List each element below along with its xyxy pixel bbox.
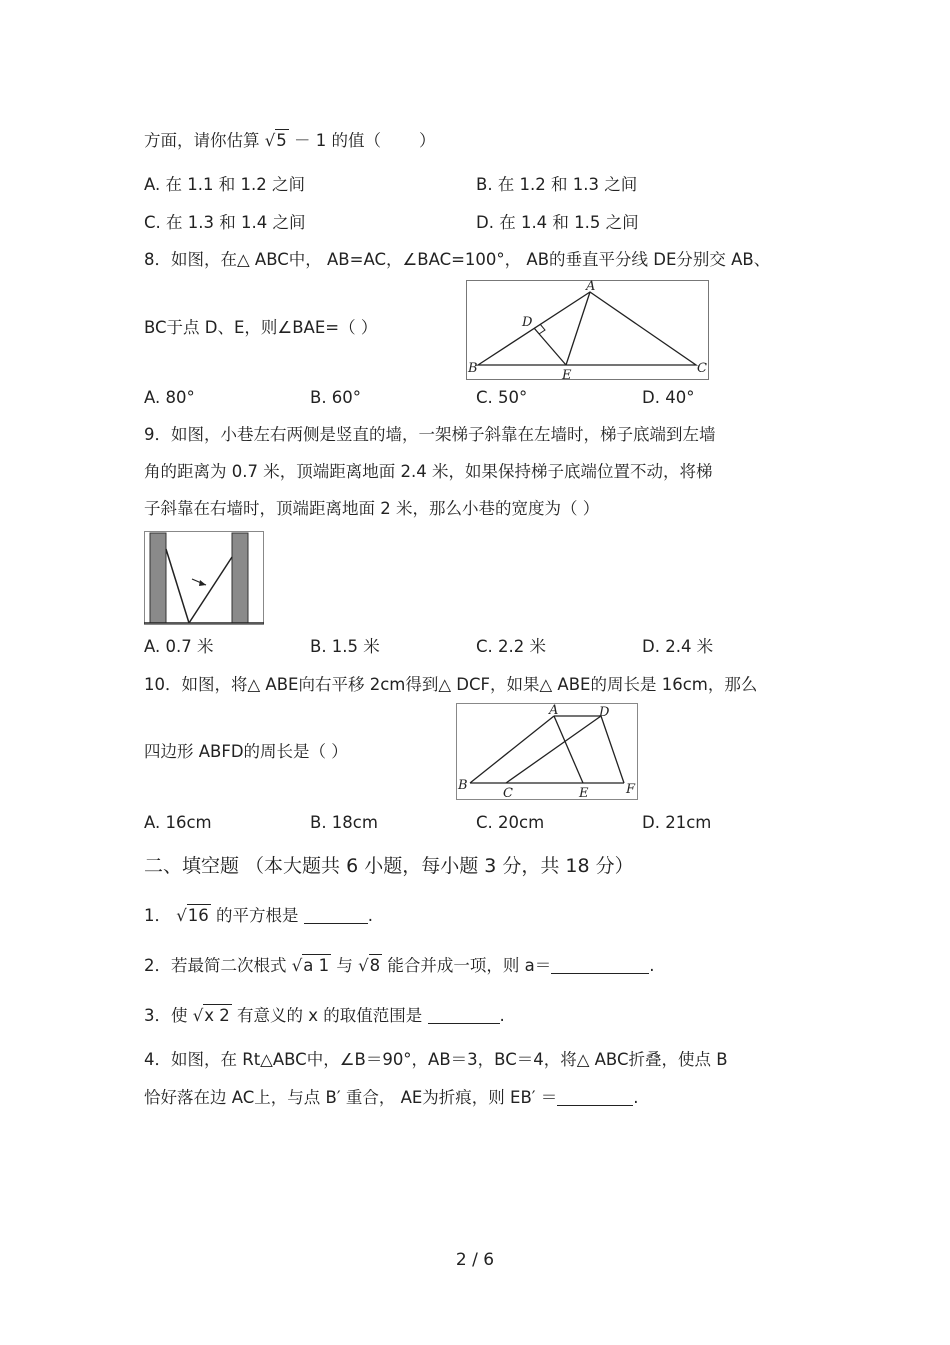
q10-label-d: D (599, 705, 610, 720)
fill-3-answer-blank[interactable] (428, 1007, 500, 1024)
fill-2 (144, 957, 655, 975)
fill-2-end: . (649, 956, 655, 975)
q10-label-e: E (579, 786, 589, 800)
q9-option-d: D. 2.4 米 (642, 637, 714, 656)
q7-option-d: D. 在 1.4 和 1.5 之间 (476, 213, 639, 232)
sqrt-a-1-radicand: a 1 (303, 956, 330, 975)
fill-1-end: . (367, 906, 374, 925)
q8-label-e: E (562, 368, 572, 380)
fill-2-post: 能合并成一项，则 a＝ (387, 956, 552, 975)
q10-label-c: C (503, 786, 513, 800)
q8-stem-line1: 8．如图，在△ ABC中， AB=AC，∠BAC=100°， AB的垂直平分线 DE分别交 AB、 (144, 250, 771, 269)
page-number: 2 / 6 (455, 1250, 495, 1270)
sqrt16-radicand: 16 (187, 906, 209, 925)
q7-option-b: B. 在 1.2 和 1.3 之间 (476, 175, 638, 194)
q10-label-f: F (626, 782, 636, 797)
sqrt8-radicand: 8 (369, 956, 381, 975)
q9-stem-line3: 子斜靠在右墙时，顶端距离地面 2 米，那么小巷的宽度为（ ） (144, 499, 600, 518)
q8-option-a: A. 80° (144, 388, 195, 407)
q10-option-b: B. 18cm (310, 813, 378, 832)
fill-1-answer-blank[interactable] (304, 907, 368, 924)
q8-option-b: B. 60° (310, 388, 362, 407)
q7-option-a: A. 在 1.1 和 1.2 之间 (144, 175, 305, 194)
q10-stem-line2: 四边形 ABFD的周长是（ ） (144, 742, 348, 761)
q7-stem-post: ） (419, 131, 436, 150)
fill-4-end: . (633, 1088, 639, 1107)
q9-option-c: C. 2.2 米 (476, 637, 546, 656)
fill-3-pre: 3．使 (144, 1006, 188, 1025)
q9-stem-line2: 角的距离为 0.7 米，顶端距离地面 2.4 米，如果保持梯子底端位置不动，将梯 (144, 462, 713, 481)
sqrt-a-1-radical: √a 1 (291, 956, 330, 975)
q8-label-a: A (586, 280, 596, 294)
q10-option-d: D. 21cm (642, 813, 712, 832)
fill-3-end: . (499, 1006, 505, 1025)
q7-option-c: C. 在 1.3 和 1.4 之间 (144, 213, 306, 232)
sqrt5-radical: √5 (264, 131, 287, 150)
q8-option-c: C. 50° (476, 388, 528, 407)
q8-label-b: B (468, 361, 478, 376)
fill-4-line2-text: 恰好落在边 AC上，与点 B′ 重合， AE为折痕，则 EB′ ＝ (144, 1088, 558, 1107)
q8-option-d: D. 40° (642, 388, 695, 407)
q10-label-b: B (458, 778, 468, 793)
fill-3 (144, 1007, 505, 1025)
section2-heading: 二、填空题 （本大题共 6 小题，每小题 3 分，共 18 分） (144, 855, 634, 877)
fill-2-answer-blank[interactable] (551, 957, 649, 974)
sqrt-x-2-radical: √x 2 (192, 1006, 230, 1025)
q9-option-a: A. 0.7 米 (144, 637, 214, 656)
q8-stem-line2: BC于点 D、E，则∠BAE=（ ） (144, 318, 378, 337)
fill-1 (144, 907, 373, 925)
q7-stem-mid: － 1 的值（ (294, 131, 382, 150)
q10-stem-line1: 10．如图，将△ ABE向右平移 2cm得到△ DCF，如果△ ABE的周长是 16cm，那么 (144, 675, 758, 694)
q10-translation-figure (456, 703, 638, 800)
fill-4-line1: 4．如图，在 Rt△ABC中，∠B＝90°，AB＝3，BC＝4，将△ ABC折叠，使点 B (144, 1050, 728, 1069)
fill-4-answer-blank[interactable] (557, 1089, 633, 1106)
sqrt-x-2-radicand: x 2 (204, 1006, 230, 1025)
fill-2-mid: 与 (336, 956, 353, 975)
q10-option-a: A. 16cm (144, 813, 212, 832)
q10-label-a: A (549, 703, 559, 718)
q9-option-b: B. 1.5 米 (310, 637, 380, 656)
fill-1-num: 1． (144, 906, 171, 925)
fill-3-post: 有意义的 x 的取值范围是 (237, 1006, 423, 1025)
q7-stem (144, 133, 436, 150)
q8-label-d: D (522, 315, 533, 330)
q9-stem-line1: 9．如图，小巷左右两侧是竖直的墙，一架梯子斜靠在左墙时，梯子底端到左墙 (144, 425, 716, 444)
sqrt16-radical: √16 (176, 906, 209, 925)
q8-triangle-figure (466, 280, 709, 380)
q7-stem-pre: 方面，请你估算 (144, 131, 260, 150)
sqrt5-radicand: 5 (276, 131, 287, 150)
q10-option-c: C. 20cm (476, 813, 545, 832)
fill-2-pre: 2．若最简二次根式 (144, 956, 287, 975)
q9-ladder-alley-figure (144, 531, 264, 625)
fill-1-text: 的平方根是 (216, 906, 299, 925)
fill-4-line2 (144, 1089, 639, 1107)
sqrt8-radical: √8 (358, 956, 381, 975)
q8-label-c: C (697, 361, 707, 376)
